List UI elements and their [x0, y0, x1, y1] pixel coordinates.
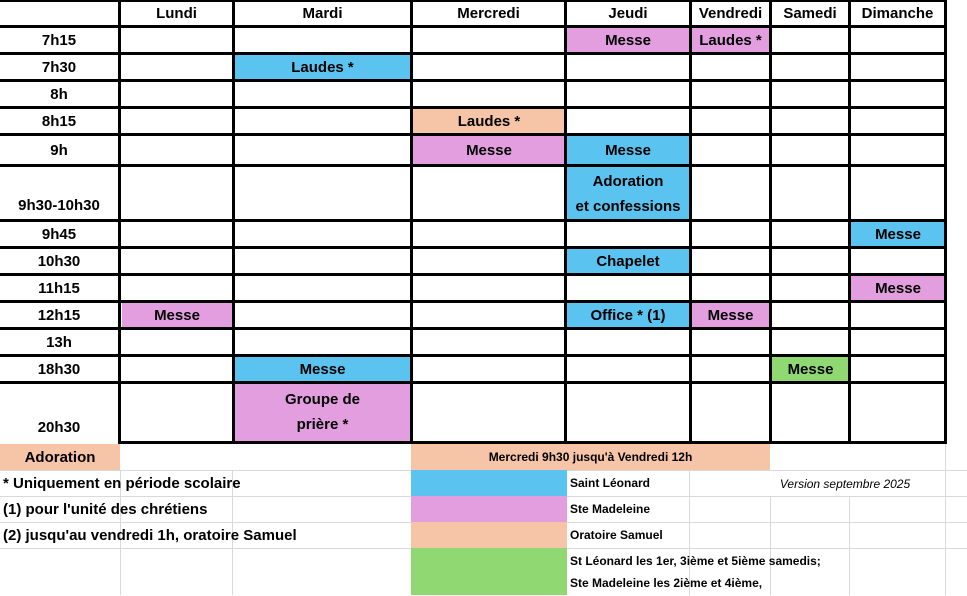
event-jeudi-12h15[interactable]: Office * (1) — [590, 307, 666, 324]
time-label: 13h — [46, 334, 72, 351]
event-mardi-groupe-priere-line1: Groupe de — [284, 391, 360, 408]
event-jeudi-adoration-line2: et confessions — [575, 197, 681, 215]
time-label: 9h30-10h30 — [18, 197, 100, 214]
header-day-vendredi: Vendredi — [698, 5, 763, 22]
event-samedi-18h30[interactable]: Messe — [787, 361, 834, 378]
legend-saint-leonard: Saint Léonard — [570, 475, 651, 490]
time-label: 20h30 — [37, 419, 81, 436]
header-day-mardi: Mardi — [302, 5, 343, 22]
legend-samedi-alterne-line2: Ste Madeleine les 2ième et 4ième, — [570, 575, 763, 590]
header-day-samedi: Samedi — [783, 5, 837, 22]
event-mercredi-8h15[interactable]: Laudes * — [457, 113, 521, 130]
event-jeudi-adoration-line1: Adoration — [592, 172, 664, 190]
event-mardi-18h30[interactable]: Messe — [299, 361, 346, 378]
time-label: 10h30 — [37, 253, 81, 270]
header-day-mercredi: Mercredi — [457, 5, 520, 22]
event-dimanche-9h45[interactable]: Messe — [875, 226, 921, 243]
event-mercredi-9h[interactable]: Messe — [466, 142, 512, 159]
event-jeudi-adoration[interactable] — [567, 167, 689, 220]
header-day-jeudi: Jeudi — [608, 5, 648, 22]
time-label: 9h — [50, 142, 68, 159]
event-mardi-7h30[interactable]: Laudes * — [291, 59, 354, 76]
time-label: 8h15 — [41, 113, 77, 130]
legend-samedi-alterne-line1: St Léonard les 1er, 3ième et 5ième samedis; — [570, 553, 821, 568]
event-vendredi-12h15[interactable]: Messe — [707, 307, 754, 324]
time-label: 8h — [50, 86, 68, 103]
header-day-lundi: Lundi — [156, 5, 197, 22]
time-label: 7h30 — [41, 59, 77, 76]
event-jeudi-10h30[interactable]: Chapelet — [596, 253, 660, 270]
time-label: 9h45 — [41, 226, 77, 243]
time-label: 18h30 — [37, 361, 81, 378]
adoration-label: Adoration — [24, 448, 96, 466]
event-jeudi-9h[interactable]: Messe — [605, 142, 651, 159]
time-label: 11h15 — [38, 280, 80, 297]
legend-oratoire-samuel: Oratoire Samuel — [570, 527, 663, 542]
event-lundi-12h15[interactable]: Messe — [154, 307, 200, 324]
note-unite-chretiens: (1) pour l'unité des chrétiens — [3, 500, 208, 518]
event-vendredi-7h15[interactable]: Laudes * — [699, 32, 762, 49]
event-dimanche-11h15[interactable]: Messe — [875, 280, 921, 297]
legend-ste-madeleine: Ste Madeleine — [570, 501, 651, 516]
version-label: Version septembre 2025 — [779, 476, 911, 491]
time-label: 7h15 — [41, 32, 77, 49]
event-mardi-groupe-priere[interactable] — [235, 384, 410, 440]
header-day-dimanche: Dimanche — [861, 5, 934, 22]
adoration-span[interactable]: Mercredi 9h30 jusqu'à Vendredi 12h — [488, 449, 693, 464]
event-mardi-groupe-priere-line2: prière * — [296, 416, 349, 433]
time-label: 12h15 — [37, 307, 81, 324]
event-jeudi-7h15[interactable]: Messe — [605, 32, 651, 49]
note-scolaire: * Uniquement en période scolaire — [3, 474, 241, 492]
note-oratoire-samuel: (2) jusqu'au vendredi 1h, oratoire Samuel — [3, 526, 297, 544]
